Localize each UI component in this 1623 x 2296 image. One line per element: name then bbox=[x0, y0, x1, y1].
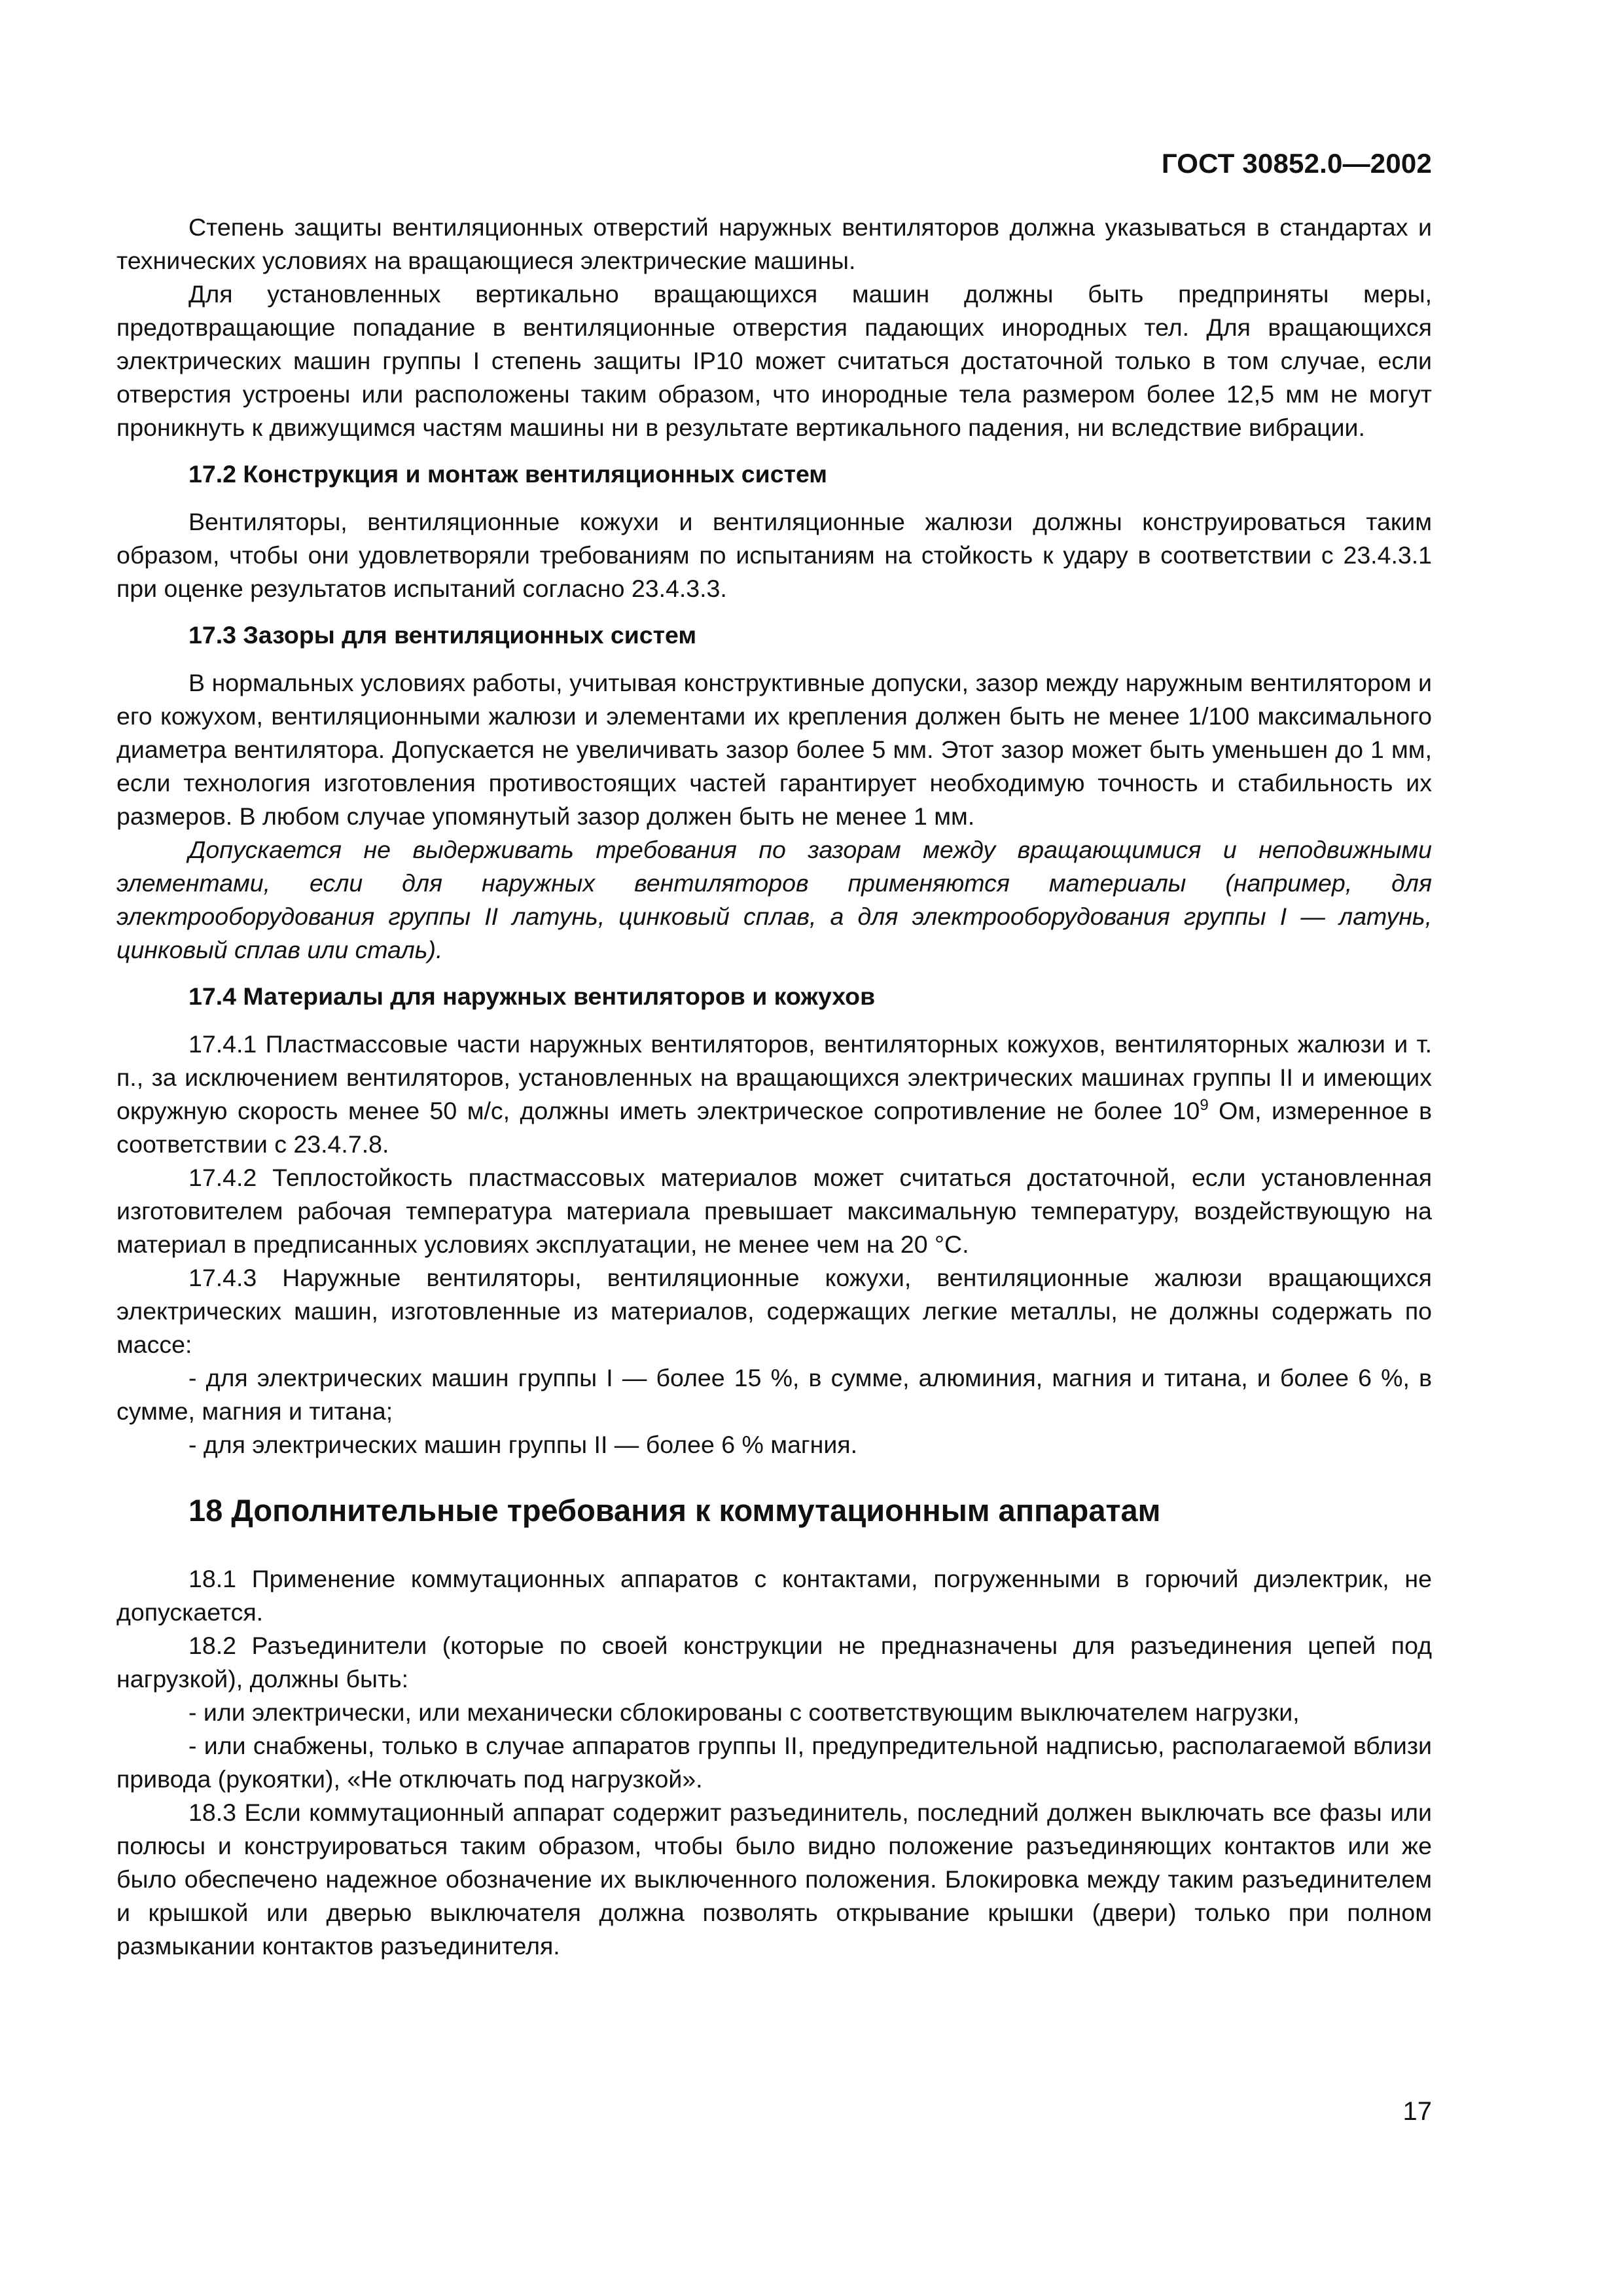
page-number: 17 bbox=[1402, 2097, 1432, 2126]
list-item: - или электрически, или механически сблокированы с соответствующим выключателем нагрузки, bbox=[188, 1698, 1300, 1726]
page-content bbox=[116, 211, 1432, 1963]
paragraph: В нормальных условиях работы, учитывая конструктивные допуски, зазор между наружным вентилятором и его кожухом, вентиляционными жалюзи и элементами их крепления должен быть не менее 1/100 максимального диаметра вентилятора. Допускается не увеличивать зазор более 5 мм. Этот зазор может быть уменьшен до 1 мм, если технология изготовления противостоящих частей гарантирует необходимую точность и стабильность их размеров. В любом случае упомянутый зазор должен быть не менее 1 мм. bbox=[116, 669, 1432, 830]
section-heading-18: 18 Дополнительные требования к коммутационным аппаратам bbox=[188, 1493, 1161, 1528]
list-item: - для электрических машин группы II — более 6 % магния. bbox=[188, 1431, 857, 1458]
paragraph-17-4-1 bbox=[116, 1028, 1432, 1161]
paragraph: 18.2 Разъединители (которые по своей конструкции не предназначены для разъединения цепей под нагрузкой), должны быть: bbox=[116, 1632, 1432, 1693]
paragraph: 18.3 Если коммутационный аппарат содержит разъединитель, последний должен выключать все фазы или полюсы и конструироваться таким образом, чтобы было видно положение разъединяющих контактов или же было обеспечено надежное обозначение их выключенного положения. Блокировка между таким разъединителем и крышкой или дверью выключателя должна позволять открывание крышки (двери) только при полном размыкании контактов разъединителя. bbox=[116, 1799, 1432, 1960]
subsection-heading-17-4: 17.4 Материалы для наружных вентиляторов и кожухов bbox=[188, 982, 876, 1010]
superscript-exponent: 9 bbox=[1200, 1096, 1209, 1114]
paragraph: 17.4.2 Теплостойкость пластмассовых материалов может считаться достаточной, если установленная изготовителем рабочая температура материала превышает максимальную температуру, воздействующую на материал в предписанных условиях эксплуатации, не менее чем на 20 °С. bbox=[116, 1164, 1432, 1258]
document-header: ГОСТ 30852.0—2002 bbox=[1161, 148, 1432, 179]
paragraph-text: 17.4.1 Пластмассовые части наружных вентиляторов, вентиляторных кожухов, вентиляторных жалюзи и т. п., за исключением вентиляторов, установленных на вращающихся электрических машинах группы II и имеющих окружную скорость менее 50 м/с, должны иметь электрическое сопротивление не более 10 bbox=[116, 1030, 1432, 1124]
subsection-heading-17-2: 17.2 Конструкция и монтаж вентиляционных систем bbox=[188, 460, 828, 488]
paragraph: 18.1 Применение коммутационных аппаратов с контактами, погруженными в горючий диэлектрик, не допускается. bbox=[116, 1565, 1432, 1626]
paragraph: 17.4.3 Наружные вентиляторы, вентиляционные кожухи, вентиляционные жалюзи вращающихся электрических машин, изготовленные из материалов, содержащих легкие металлы, не должны содержать по массе: bbox=[116, 1264, 1432, 1358]
paragraph-text: Ом, измеренное в соответствии с 23.4.7.8. bbox=[116, 1097, 1432, 1158]
subsection-heading-17-3: 17.3 Зазоры для вентиляционных систем bbox=[188, 621, 697, 649]
paragraph: Степень защиты вентиляционных отверстий наружных вентиляторов должна указываться в стандартах и технических условиях на вращающиеся электрические машины. bbox=[116, 213, 1432, 274]
note-paragraph: Допускается не выдерживать требования по зазорам между вращающимися и неподвижными элементами, если для наружных вентиляторов применяются материалы (например, для электрооборудования группы II латунь, цинковый сплав, а для электрооборудования группы I — латунь, цинковый сплав или сталь). bbox=[116, 836, 1432, 963]
paragraph: Для установленных вертикально вращающихся машин должны быть предприняты меры, предотвращающие попадание в вентиляционные отверстия падающих инородных тел. Для вращающихся электрических машин группы I степень защиты IP10 может считаться достаточной только в том случае, если отверстия устроены или расположены таким образом, что инородные тела размером более 12,5 мм не могут проникнуть к движущимся частям машины ни в результате вертикального падения, ни вследствие вибрации. bbox=[116, 280, 1432, 441]
paragraph: Вентиляторы, вентиляционные кожухи и вентиляционные жалюзи должны конструироваться таким образом, чтобы они удовлетворяли требованиям по испытаниям на стойкость к удару в соответствии с 23.4.3.1 при оценке результатов испытаний согласно 23.4.3.3. bbox=[116, 508, 1432, 602]
list-item: - или снабжены, только в случае аппаратов группы II, предупредительной надписью, располагаемой вблизи привода (рукоятки), «Не отключать под нагрузкой». bbox=[116, 1732, 1432, 1793]
list-item: - для электрических машин группы I — более 15 %, в сумме, алюминия, магния и титана, и более 6 %, в сумме, магния и титана; bbox=[116, 1364, 1432, 1425]
